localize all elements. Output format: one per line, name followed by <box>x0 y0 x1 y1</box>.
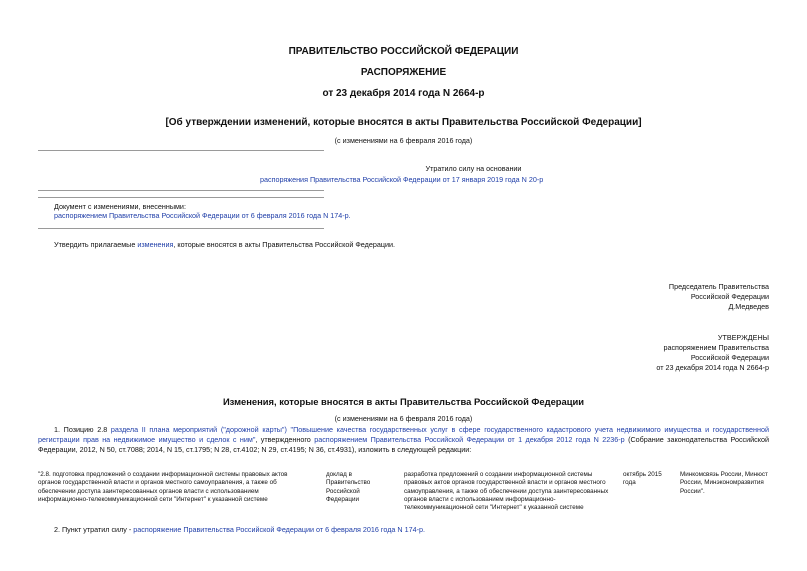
table-cell-deadline: октябрь 2015 года <box>623 471 662 487</box>
divider <box>38 190 324 191</box>
section-title: Изменения, которые вносятся в акты Правительства Российской Федерации <box>222 396 585 407</box>
document-title: [Об утверждении изменений, которые вносятся в акты Правительства Российской Федерации] <box>165 117 642 128</box>
item-2-link[interactable]: распоряжение Правительства Российской Федерации от 6 февраля 2016 года N 174-р. <box>133 525 425 534</box>
signature-line3: Д.Медведев <box>728 302 769 311</box>
approve-sentence <box>54 240 395 250</box>
approved-line1: УТВЕРЖДЕНЫ <box>717 333 769 342</box>
item-1-text-a: 1. Позицию 2.8 <box>54 425 111 434</box>
approved-line4: от 23 декабря 2014 года N 2664-р <box>656 363 769 372</box>
lost-force-label: Утратило силу на основании <box>425 164 522 173</box>
approved-block <box>560 333 769 373</box>
divider <box>38 228 324 229</box>
item-1-plan-link[interactable]: раздела II плана мероприятий ("дорожной карты") "Повышение качества государственных услуг в сфере государственного кадастрового учета недвижимого имущества и государственной регистрации прав на недвижимое имущество и сделок с ним" <box>38 425 769 444</box>
signature-line2: Российской Федерации <box>690 292 769 301</box>
item-1-text-c: (Собрание законодательства Российской Федерации, 2012, N 50, ст.7088; 2014, N 15, ст.1795; N 28, ст.4102; N 29, ст.4195; N 36, ст.4931), изложить в следующей редакции: <box>38 435 769 454</box>
item-2-prefix: 2. Пункт утратил силу - <box>54 525 134 534</box>
approved-line3: Российской Федерации <box>690 353 769 362</box>
approve-suffix: , которые вносятся в акты Правительства Российской Федерации. <box>173 240 395 249</box>
divider <box>38 150 324 151</box>
amended-note: (с изменениями на 6 февраля 2016 года) <box>334 136 473 145</box>
date-number-heading: от 23 декабря 2014 года N 2664-р <box>322 88 485 99</box>
section-amended-note: (с изменениями на 6 февраля 2016 года) <box>334 414 473 423</box>
doc-type-heading: РАСПОРЯЖЕНИЕ <box>360 67 447 78</box>
table-cell-responsible: Минкомсвязь России, Минюст России, Минэкономразвития России". <box>680 471 768 495</box>
approved-line2: распоряжением Правительства <box>663 343 769 352</box>
signature-line1: Председатель Правительства <box>668 282 769 291</box>
lost-force-text <box>0 164 807 174</box>
item-1-text-b: , утвержденного <box>255 435 315 444</box>
item-1-order-link[interactable]: распоряжением Правительства Российской Федерации от 1 декабря 2012 года N 2236-р <box>314 435 625 444</box>
item-2-paragraph <box>54 525 425 535</box>
table-cell-position: "2.8. подготовка предложений о создании информационной системы правовых актов органов государственной власти и органов местного самоуправления, а также об обеспечении доступа заинтересованных органов власти с использованием информационно-телекоммуникационной сети "Интернет" к указанной системе <box>38 471 288 503</box>
table-cell-result: разработка предложений о создании информационной системы правовых актов органов государственной власти и органов местного самоуправления, а также об обеспечении доступа заинтересованных органов власти с использованием информационно-телекоммуникационной сети "Интернет" к указанной системе <box>404 471 609 512</box>
changes-link[interactable]: распоряжением Правительства Российской Федерации от 6 февраля 2016 года N 174-р. <box>54 211 351 220</box>
approve-prefix: Утвердить прилагаемые <box>54 240 138 249</box>
lost-force-link[interactable]: распоряжения Правительства Российской Федерации от 17 января 2019 года N 20-р <box>260 175 544 184</box>
government-heading: ПРАВИТЕЛЬСТВО РОССИЙСКОЙ ФЕДЕРАЦИИ <box>288 46 519 57</box>
changes-text: Документ с изменениями, внесенными: <box>54 202 186 211</box>
signature-block <box>560 282 769 312</box>
divider <box>38 197 324 198</box>
approve-link[interactable]: изменения <box>137 240 174 249</box>
table-cell-form: доклад в Правительство Российской Федерации <box>326 471 371 503</box>
item-1-paragraph <box>38 425 769 455</box>
